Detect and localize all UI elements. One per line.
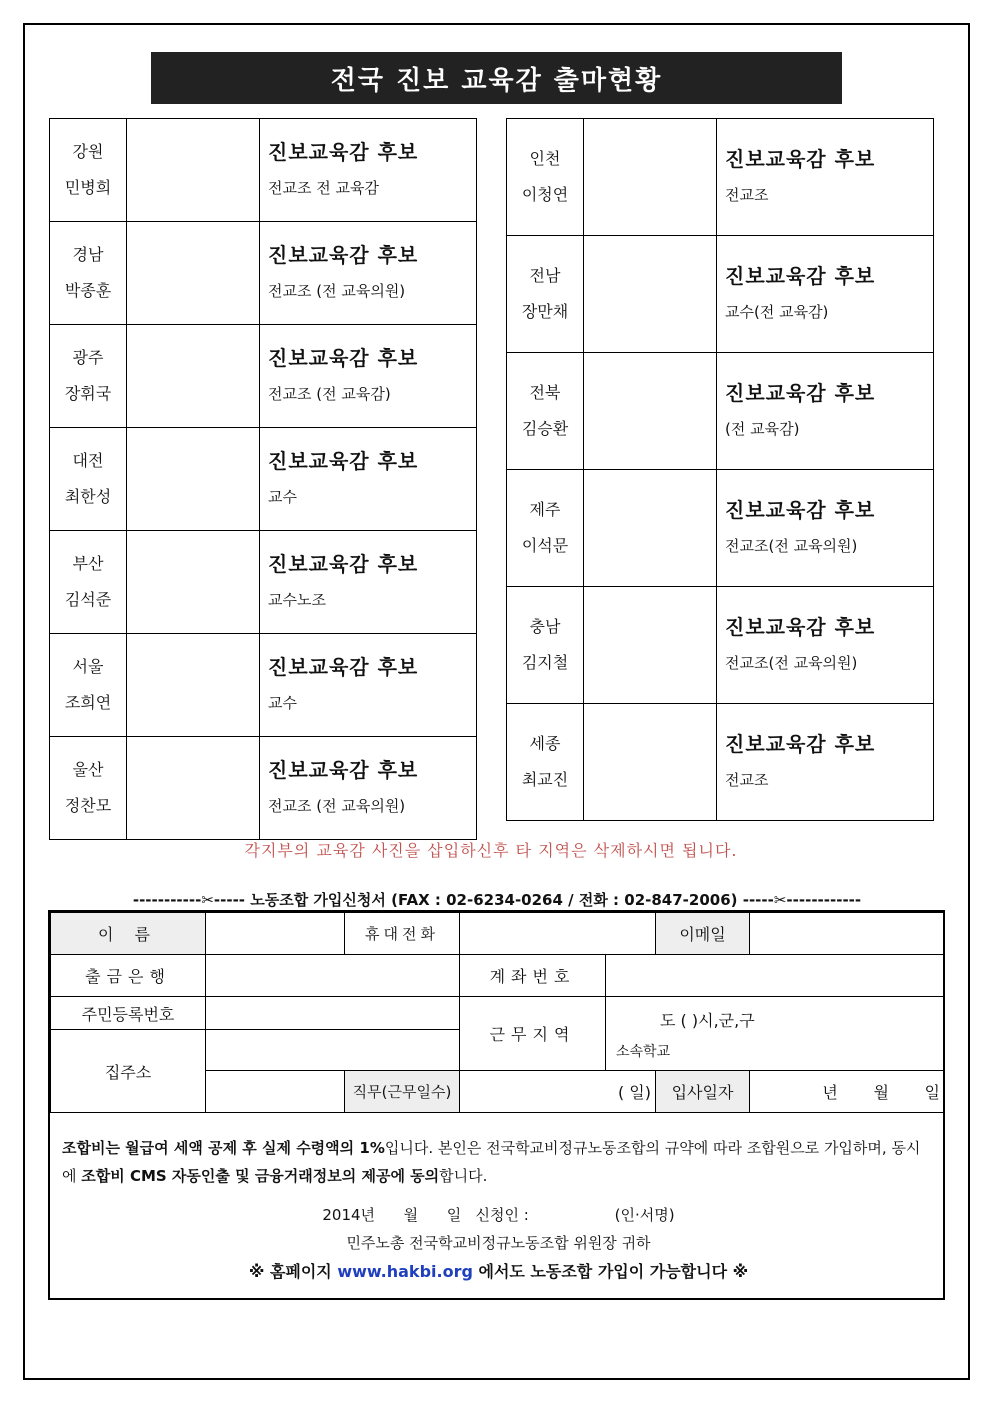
candidate-row (50, 737, 477, 840)
candidate-photo-placeholder (127, 119, 260, 222)
candidate-info-cell (260, 737, 477, 840)
candidate-photo-placeholder (127, 325, 260, 428)
bank-label: 출금은행 (50, 954, 206, 997)
candidate-desc: 교수 (268, 694, 297, 712)
account-field[interactable] (605, 954, 945, 997)
candidate-label: 진보교육감 후보 (268, 655, 419, 679)
candidate-region: 울산 (72, 760, 104, 779)
candidate-name: 최교진 (521, 770, 569, 789)
candidate-label: 진보교육감 후보 (268, 449, 419, 473)
phone-label: 휴대전화 (344, 912, 460, 955)
candidate-label: 진보교육감 후보 (268, 140, 419, 164)
candidate-name: 박종훈 (64, 281, 112, 300)
candidate-info-cell (717, 119, 934, 236)
candidate-row (507, 119, 934, 236)
fee-statement (62, 1134, 934, 1190)
candidate-desc: (전 교육감) (725, 420, 800, 438)
candidate-region-cell (50, 428, 127, 531)
candidate-desc: 전교조 (전 교육의원) (268, 282, 406, 300)
candidate-info-cell (260, 634, 477, 737)
candidate-region: 강원 (72, 142, 104, 161)
addressee-line: 민주노총 전국학교비정규노동조합 위원장 귀하 (346, 1234, 651, 1252)
candidate-name: 조희연 (64, 693, 112, 712)
candidate-region-cell (50, 634, 127, 737)
candidate-region: 충남 (529, 617, 561, 636)
candidate-region-cell (507, 470, 584, 587)
candidate-name: 김지철 (521, 653, 569, 672)
page-title: 전국 진보 교육감 출마현황 (151, 52, 842, 104)
region-text: 도 ( )시,군,구 (660, 1010, 755, 1030)
candidate-photo-placeholder (584, 704, 717, 821)
candidate-region: 대전 (72, 451, 104, 470)
membership-form (48, 910, 945, 1300)
hire-date-label: 입사일자 (655, 1070, 750, 1113)
fee-bold-2: 조합비 CMS 자동인출 및 금융거래정보의 제공에 동의 (81, 1167, 440, 1185)
candidate-info-cell (717, 236, 934, 353)
candidate-region: 제주 (529, 500, 561, 519)
candidate-row (507, 353, 934, 470)
account-label: 계좌번호 (459, 954, 606, 997)
candidate-label: 진보교육감 후보 (725, 732, 876, 756)
candidate-info-cell (260, 119, 477, 222)
candidate-photo-placeholder (127, 428, 260, 531)
bank-field[interactable] (205, 954, 460, 997)
candidate-desc: 전교조(전 교육의원) (725, 537, 858, 555)
candidate-label: 진보교육감 후보 (268, 346, 419, 370)
candidate-desc: 교수(전 교육감) (725, 303, 829, 321)
candidate-photo-placeholder (127, 634, 260, 737)
candidate-label: 진보교육감 후보 (725, 381, 876, 405)
candidate-info-cell (260, 428, 477, 531)
candidate-region: 경남 (72, 245, 104, 264)
candidate-region-cell (50, 119, 127, 222)
candidate-desc: 전교조 (전 교육의원) (268, 797, 406, 815)
candidate-desc: 전교조 (전 교육감) (268, 385, 391, 403)
candidate-name: 민병희 (64, 178, 112, 197)
candidate-info-cell (260, 222, 477, 325)
homepage-link[interactable]: www.hakbi.org (337, 1262, 473, 1281)
candidate-info-cell (717, 353, 934, 470)
phone-field[interactable] (459, 912, 656, 955)
candidate-region-cell (50, 222, 127, 325)
name-field[interactable] (205, 912, 345, 955)
candidate-region-cell (507, 236, 584, 353)
address-label: 집주소 (50, 1029, 206, 1113)
candidate-region-cell (507, 587, 584, 704)
candidate-row (50, 325, 477, 428)
days-field[interactable]: ( 일) (459, 1070, 656, 1113)
candidate-photo-placeholder (127, 531, 260, 634)
signature-line: 2014년 월 일 신청인 : (인·서명) (322, 1206, 675, 1224)
candidate-row (50, 634, 477, 737)
candidate-desc: 전교조 (725, 771, 769, 789)
candidate-info-cell (717, 587, 934, 704)
candidate-name: 장만채 (521, 302, 569, 321)
candidate-region-cell (507, 704, 584, 821)
candidate-region: 서울 (72, 657, 104, 676)
job-label: 직무(근무일수) (344, 1070, 460, 1113)
candidate-region-cell (50, 737, 127, 840)
candidate-desc: 교수 (268, 488, 297, 506)
candidate-row (507, 704, 934, 821)
candidate-region-cell (507, 119, 584, 236)
right-candidate-table (506, 118, 934, 821)
fee-text-1: 입니다. 본인은 전국학교비정규노동조합의 규약에 따라 조합원으로 가입하며, 동시에 (62, 1139, 921, 1185)
candidate-label: 진보교육감 후보 (268, 243, 419, 267)
homepage-line (50, 1259, 947, 1282)
email-label: 이메일 (655, 912, 750, 955)
school-text: 소속학교 (616, 1043, 671, 1060)
candidate-label: 진보교육감 후보 (725, 615, 876, 639)
candidate-region-cell (50, 531, 127, 634)
candidate-row (507, 470, 934, 587)
candidate-region: 부산 (72, 554, 104, 573)
workplace-field[interactable] (605, 996, 945, 1071)
candidate-photo-placeholder (127, 222, 260, 325)
candidate-name: 김석준 (64, 590, 112, 609)
fee-text-2: 합니다. (439, 1167, 488, 1185)
candidate-desc: 전교조 전 교육감 (268, 179, 379, 197)
candidate-name: 이청연 (521, 185, 569, 204)
candidate-region: 세종 (529, 734, 561, 753)
candidate-region: 인천 (529, 149, 561, 168)
candidate-photo-placeholder (584, 587, 717, 704)
hire-date-field[interactable]: 년 월 일 (749, 1070, 945, 1113)
rrn-label: 주민등록번호 (50, 996, 206, 1030)
candidate-photo-placeholder (584, 119, 717, 236)
candidate-info-cell (717, 470, 934, 587)
cut-line: -----------✂----- 노동조합 가입신청서 (FAX : 02-6234-0264 / 전화 : 02-847-2006) -----✂------------ (132, 891, 862, 909)
candidate-info-cell (260, 325, 477, 428)
candidate-region: 전북 (529, 383, 561, 402)
candidate-desc: 전교조 (725, 186, 769, 204)
candidate-region: 광주 (72, 348, 104, 367)
instruction-note: 각지부의 교육감 사진을 삽입하신후 타 지역은 삭제하시면 됩니다. (244, 841, 738, 860)
candidate-row (50, 428, 477, 531)
fee-bold-1: 조합비는 월급여 세액 공제 후 실제 수령액의 1% (62, 1139, 385, 1157)
candidate-desc: 전교조(전 교육의원) (725, 654, 858, 672)
candidate-row (507, 587, 934, 704)
address-field-2[interactable] (205, 1070, 345, 1113)
candidate-label: 진보교육감 후보 (725, 147, 876, 171)
homepage-suffix: 에서도 노동조합 가입이 가능합니다 ※ (472, 1262, 749, 1281)
candidate-info-cell (717, 704, 934, 821)
candidate-label: 진보교육감 후보 (268, 758, 419, 782)
name-label: 이 름 (50, 912, 206, 955)
candidate-info-cell (260, 531, 477, 634)
workplace-label: 근무지역 (459, 996, 606, 1071)
left-candidate-table (49, 118, 477, 840)
candidate-row (50, 119, 477, 222)
candidate-desc: 교수노조 (268, 591, 326, 609)
candidate-row (50, 531, 477, 634)
candidate-region-cell (507, 353, 584, 470)
candidate-name: 정찬모 (64, 796, 112, 815)
candidate-photo-placeholder (584, 353, 717, 470)
homepage-prefix: ※ 홈페이지 (248, 1262, 338, 1281)
address-field[interactable] (205, 1029, 460, 1071)
email-field[interactable] (749, 912, 945, 955)
candidate-name: 김승환 (521, 419, 569, 438)
candidate-label: 진보교육감 후보 (725, 264, 876, 288)
candidate-row (50, 222, 477, 325)
candidate-photo-placeholder (127, 737, 260, 840)
candidate-photo-placeholder (584, 236, 717, 353)
candidate-region-cell (50, 325, 127, 428)
candidate-name: 이석문 (521, 536, 569, 555)
candidate-photo-placeholder (584, 470, 717, 587)
candidate-row (507, 236, 934, 353)
candidate-label: 진보교육감 후보 (268, 552, 419, 576)
candidate-label: 진보교육감 후보 (725, 498, 876, 522)
candidate-name: 최한성 (64, 487, 112, 506)
candidate-name: 장휘국 (64, 384, 112, 403)
rrn-field[interactable] (205, 996, 460, 1030)
candidate-region: 전남 (529, 266, 561, 285)
